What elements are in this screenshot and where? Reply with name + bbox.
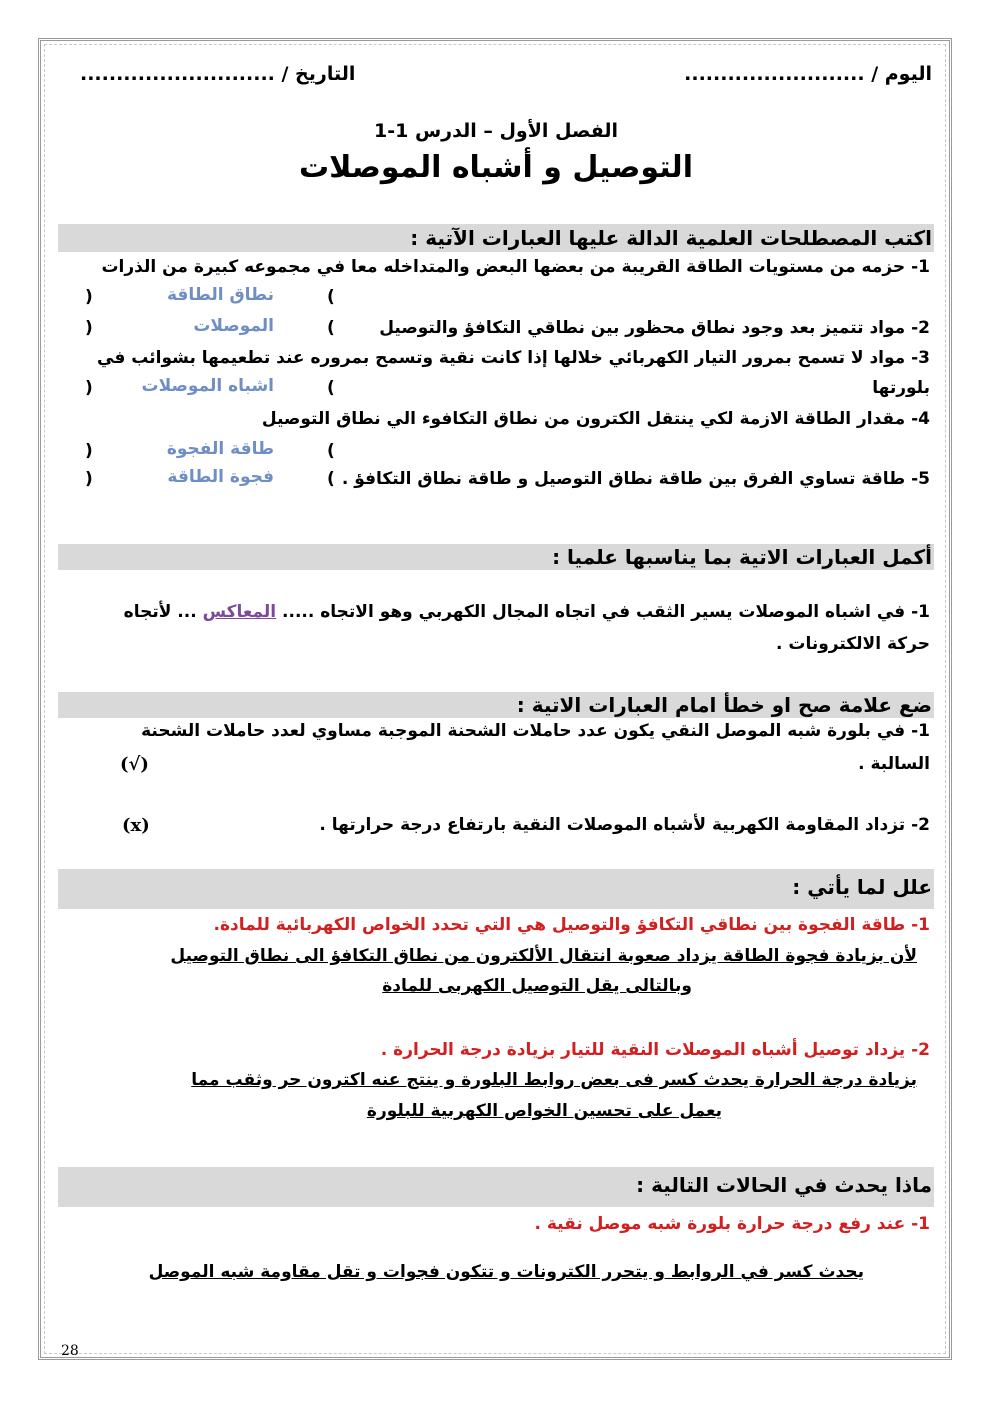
- tf-item-1-text: 1- في بلورة شبه الموصل النقي يكون عدد حاملات الشحنة الموجبة مساوي لعدد حاملات الشحنة: [141, 721, 930, 741]
- term-item-1-text: 1- حزمه من مستويات الطاقة القريبة من بعضها البعض والمتداخله معا في مجموعه كبيرة من الذرات: [101, 257, 930, 277]
- section-whathappens-heading: ماذا يحدث في الحالات التالية :: [58, 1167, 934, 1207]
- date-field: التاريخ / ...........................: [80, 63, 356, 85]
- complete-item-1-end: ... لأتجاه: [123, 602, 197, 622]
- whathappens-answer-1: يحدث كسر في الروابط و يتحرر الكترونات و تتكون فجوات و تقل مقاومة شبه الموصل: [148, 1262, 864, 1282]
- open-paren: (: [327, 318, 335, 338]
- term-item-3-answer: اشباه الموصلات: [141, 376, 274, 396]
- term-item-3-text-cont: بلورتها: [872, 378, 930, 398]
- section-explain-heading: علل لما يأتي :: [58, 869, 934, 909]
- tf-item-2-mark: (x): [122, 815, 150, 836]
- term-item-4-text: 4- مقدار الطاقة الازمة لكي ينتقل الكترون من نطاق التكافوء الي نطاق التوصيل: [261, 409, 930, 429]
- complete-item-1-cont: حركة الالكترونات .: [775, 634, 930, 654]
- explain-answer-1-line-2: وبالتالى يقل التوصيل الكهربى للمادة: [382, 976, 692, 996]
- close-paren: ): [85, 469, 93, 489]
- close-paren: ): [85, 318, 93, 338]
- explain-answer-2-line-1: بزيادة درجة الحرارة يحدث كسر فى بعض روابط البلورة و ينتج عنه اكترون حر وثقب مما: [191, 1070, 917, 1090]
- term-item-3-text: 3- مواد لا تسمح بمرور التيار الكهربائي خلالها إذا كانت نقية وتسمح بمروره عند تطعيمها بشوائب في: [97, 348, 930, 368]
- explain-question-2: 2- يزداد توصيل أشباه الموصلات النقية للتيار بزيادة درجة الحرارة .: [380, 1040, 930, 1060]
- open-paren: (: [327, 378, 335, 398]
- explain-answer-1-line-1: لأن بزيادة فجوة الطاقة يزداد صعوبة انتقال الألكترون من نطاق التكافؤ الى نطاق التوصيل: [170, 946, 917, 966]
- explain-question-1: 1- طاقة الفجوة بين نطاقي التكافؤ والتوصيل هي التي تحدد الخواص الكهربائية للمادة.: [213, 915, 930, 935]
- page-number: 28: [61, 1343, 79, 1359]
- whathappens-question-1: 1- عند رفع درجة حرارة بلورة شبه موصل نقية .: [534, 1214, 930, 1234]
- term-item-5-text: 5- طاقة تساوي الفرق بين طاقة نطاق التوصيل و طاقة نطاق التكافؤ .: [341, 469, 930, 489]
- complete-item-1: [124, 602, 930, 622]
- term-item-1-answer: نطاق الطاقة: [166, 285, 274, 305]
- section-terms-heading: اكتب المصطلحات العلمية الدالة عليها العبارات الآتية :: [58, 224, 934, 252]
- section-truefalse-heading: ضع علامة صح او خطأ امام العبارات الاتية :: [58, 692, 934, 718]
- explain-answer-2-line-2: يعمل على تحسين الخواص الكهربية للبلورة: [366, 1101, 722, 1121]
- close-paren: ): [85, 441, 93, 461]
- tf-item-1-text-cont: السالبة .: [858, 754, 930, 774]
- open-paren: (: [327, 469, 335, 489]
- complete-item-1-start: 1- في اشباه الموصلات يسير الثقب في اتجاه المجال الكهربي وهو الاتجاه .....: [282, 602, 930, 622]
- open-paren: (: [327, 441, 335, 461]
- term-item-4-answer: طاقة الفجوة: [166, 439, 274, 459]
- term-item-5-answer: فجوة الطاقة: [167, 467, 274, 487]
- page-title: التوصيل و أشباه الموصلات: [299, 150, 693, 185]
- complete-item-1-answer: المعاكس: [202, 602, 277, 622]
- chapter-lesson: الفصل الأول – الدرس 1-1: [373, 120, 619, 142]
- day-field: اليوم / .........................: [684, 63, 932, 85]
- tf-item-1-mark: (√): [120, 754, 149, 775]
- open-paren: (: [327, 287, 335, 307]
- term-item-2-text: 2- مواد تتميز بعد وجود نطاق محظور بين نطاقي التكافؤ والتوصيل: [379, 318, 930, 338]
- term-item-2-answer: الموصلات: [193, 316, 274, 336]
- section-complete-heading: أكمل العبارات الاتية بما يناسبها علميا :: [58, 544, 934, 570]
- close-paren: ): [85, 287, 93, 307]
- close-paren: ): [85, 378, 93, 398]
- tf-item-2-text: 2- تزداد المقاومة الكهربية لأشباه الموصلات النقية بارتفاع درجة حرارتها .: [319, 815, 930, 835]
